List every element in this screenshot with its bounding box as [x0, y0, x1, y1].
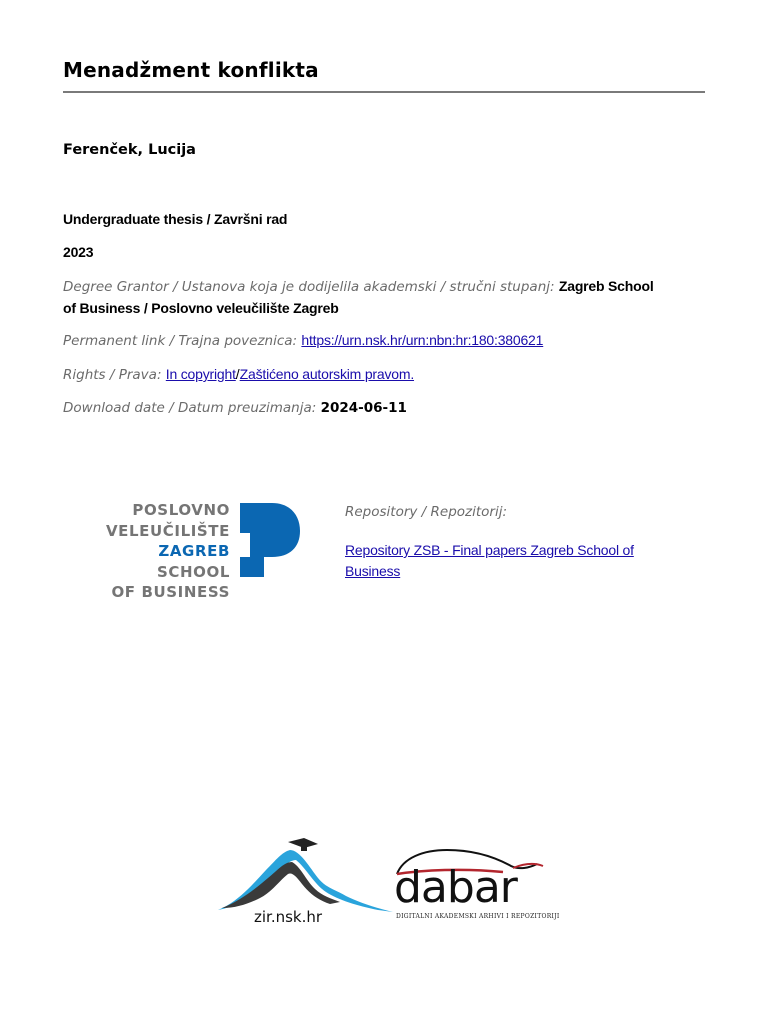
zir-text: zir.nsk.hr [254, 908, 323, 926]
logo-line-3 [80, 541, 230, 582]
author-name: Ferenček, Lucija [63, 142, 196, 158]
institution-logo [80, 500, 305, 601]
rights-link-in-copyright[interactable]: In copyright [165, 366, 236, 382]
logo-line-3-accent: ZAGREB [158, 542, 230, 560]
dabar-word: dabar [394, 862, 517, 913]
repository-link[interactable]: Repository ZSB - Final papers Zagreb School of Business [345, 542, 634, 579]
thesis-year: 2023 [63, 244, 94, 260]
zir-mountain-logo-icon [218, 838, 393, 918]
degree-grantor-value-2: of Business / Poslovno veleučilište Zagreb [63, 300, 339, 316]
rights-row [63, 364, 414, 386]
permanent-link-row [63, 330, 543, 352]
repository-label: Repository / Repozitorij: [345, 504, 508, 520]
permanent-link[interactable]: https://urn.nsk.hr/urn:nbn:hr:180:380621 [301, 332, 544, 348]
rights-separator: / [235, 366, 240, 382]
permanent-link-label: Permanent link / Trajna poveznica: [63, 333, 298, 349]
dabar-subtitle: DIGITALNI AKADEMSKI ARHIVI I REPOZITORIJI [396, 913, 560, 920]
logo-line-1: POSLOVNO [132, 501, 230, 519]
logo-line-3-rest: SCHOOL [156, 562, 230, 581]
degree-grantor-label: Degree Grantor / Ustanova koja je dodijelila akademski / stručni stupanj: [63, 279, 555, 295]
degree-grantor [63, 276, 713, 320]
degree-grantor-value-1: Zagreb School [558, 278, 654, 294]
logo-line-4: OF BUSINESS [111, 583, 230, 601]
rights-link-zasticeno[interactable]: Zaštićeno autorskim pravom. [239, 366, 415, 382]
download-row [63, 398, 407, 419]
download-date: 2024-06-11 [320, 400, 407, 416]
document-title: Menadžment konflikta [63, 58, 319, 82]
title-divider [63, 91, 705, 93]
download-label: Download date / Datum preuzimanja: [63, 400, 317, 416]
institution-p-icon [240, 503, 302, 577]
logo-line-2: VELEUČILIŠTE [105, 521, 230, 540]
institution-logo-text [80, 500, 230, 603]
rights-label: Rights / Prava: [63, 367, 162, 383]
thesis-type: Undergraduate thesis / Završni rad [63, 211, 288, 227]
